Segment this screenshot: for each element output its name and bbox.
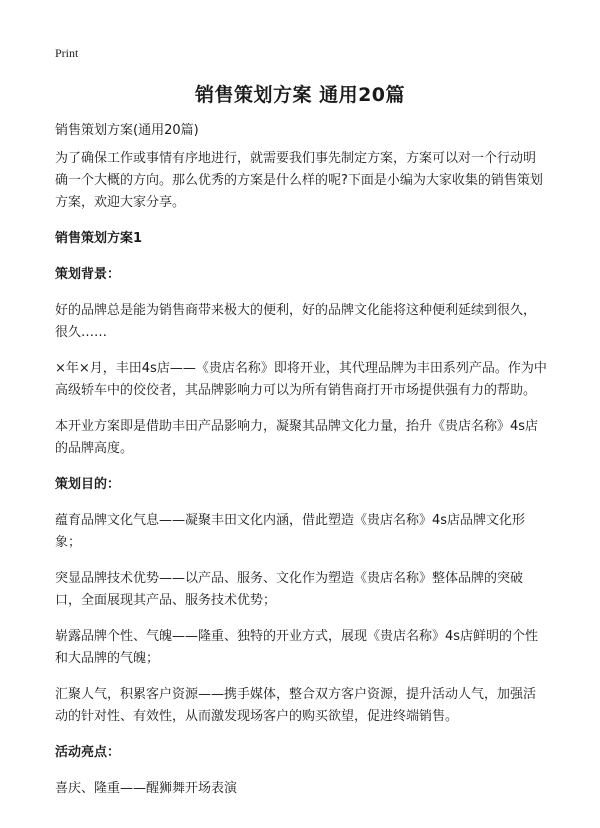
- intro-paragraph: 为了确保工作或事情有序地进行，就需要我们事先制定方案，方案可以对一个行动明确一个大概的方向。那么优秀的方案是什么样的呢?下面是小编为大家收集的销售策划方案，欢迎大家分享。: [55, 151, 543, 210]
- background-paragraph: 本开业方案即是借助丰田产品影响力，凝聚其品牌文化力量，抬升《贵店名称》4s店的品牌高度。: [55, 419, 539, 456]
- document-body: [55, 120, 547, 814]
- document-subtitle: 销售策划方案(通用20篇): [55, 123, 199, 138]
- highlights-paragraph: 喜庆、隆重——醒狮舞开场表演: [55, 781, 238, 796]
- background-heading: 策划背景：: [55, 267, 121, 282]
- section-title: 销售策划方案1: [55, 231, 143, 246]
- purpose-paragraph: 突显品牌技术优势——以产品、服务、文化作为塑造《贵店名称》整体品牌的突破口，全面展现其产品、服务技术优势；: [55, 571, 524, 608]
- document-title: 销售策划方案 通用20篇: [194, 84, 406, 106]
- purpose-paragraph: 汇聚人气，积累客户资源——携手媒体，整合双方客户资源，提升活动人气，加强活动的针对性、有效性，从而激发现场客户的购买欲望，促进终端销售。: [55, 687, 537, 724]
- purpose-paragraph: 蕴育品牌文化气息——凝聚丰田文化内涵，借此塑造《贵店名称》4s店品牌文化形象；: [55, 513, 526, 550]
- purpose-paragraph: 崭露品牌个性、气魄——隆重、独特的开业方式，展现《贵店名称》4s店鲜明的个性和大品牌的气魄；: [55, 629, 539, 666]
- purpose-heading: 策划目的：: [55, 477, 121, 492]
- highlights-heading: 活动亮点：: [55, 745, 121, 760]
- background-paragraph: ×年×月，丰田4s店——《贵店名称》即将开业，其代理品牌为丰田系列产品。作为中高级轿车中的佼佼者，其品牌影响力可以为所有销售商打开市场提供强有力的帮助。: [55, 361, 547, 398]
- background-paragraph: 好的品牌总是能为销售商带来极大的便利，好的品牌文化能将这种便利延续到很久，很久……: [55, 303, 537, 340]
- print-link[interactable]: Print: [55, 46, 79, 60]
